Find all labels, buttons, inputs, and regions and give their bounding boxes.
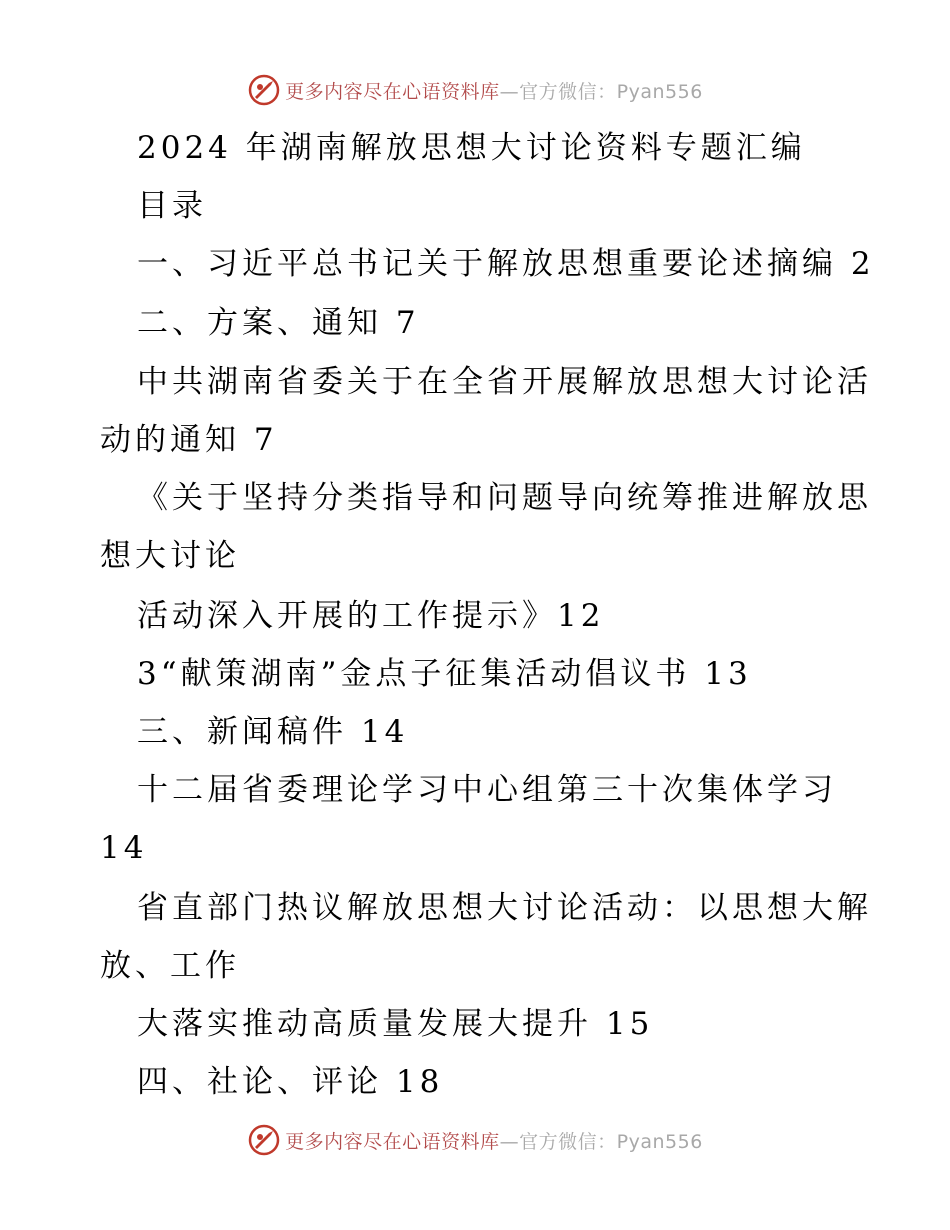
footer-watermark-banner xyxy=(0,1120,950,1160)
header-banner-sub: —官方微信：Pyan556 xyxy=(499,80,703,103)
toc-line: 大落实推动高质量发展大提升 15 xyxy=(137,1006,654,1042)
toc-line: 动的通知 7 xyxy=(100,422,278,458)
toc-line: 《关于坚持分类指导和问题导向统筹推进解放思 xyxy=(137,480,872,516)
logo-icon xyxy=(247,73,281,107)
toc-heading: 目录 xyxy=(137,188,207,224)
toc-line: 四、社论、评论 18 xyxy=(137,1064,444,1100)
header-watermark-banner xyxy=(0,70,950,110)
toc-line: 想大讨论 xyxy=(100,538,240,574)
toc-line: 活动深入开展的工作提示》12 xyxy=(137,598,605,634)
toc-line: 放、工作 xyxy=(100,948,240,984)
header-banner-main: 更多内容尽在心语资料库 xyxy=(285,80,500,103)
toc-line: 中共湖南省委关于在全省开展解放思想大讨论活 xyxy=(137,364,872,400)
toc-line: 一、习近平总书记关于解放思想重要论述摘编 2 xyxy=(137,246,875,282)
toc-line: 三、新闻稿件 14 xyxy=(137,714,409,750)
toc-line: 14 xyxy=(100,830,148,866)
toc-line: 省直部门热议解放思想大讨论活动：以思想大解 xyxy=(137,890,872,926)
document-title: 2024 年湖南解放思想大讨论资料专题汇编 xyxy=(137,130,806,166)
toc-line: 十二届省委理论学习中心组第三十次集体学习 xyxy=(137,772,837,808)
footer-banner-sub: —官方微信：Pyan556 xyxy=(499,1130,703,1153)
logo-icon xyxy=(247,1123,281,1157)
toc-line: 3“献策湖南”金点子征集活动倡议书 13 xyxy=(137,656,752,692)
footer-banner-main: 更多内容尽在心语资料库 xyxy=(285,1130,500,1153)
toc-line: 二、方案、通知 7 xyxy=(137,305,420,341)
